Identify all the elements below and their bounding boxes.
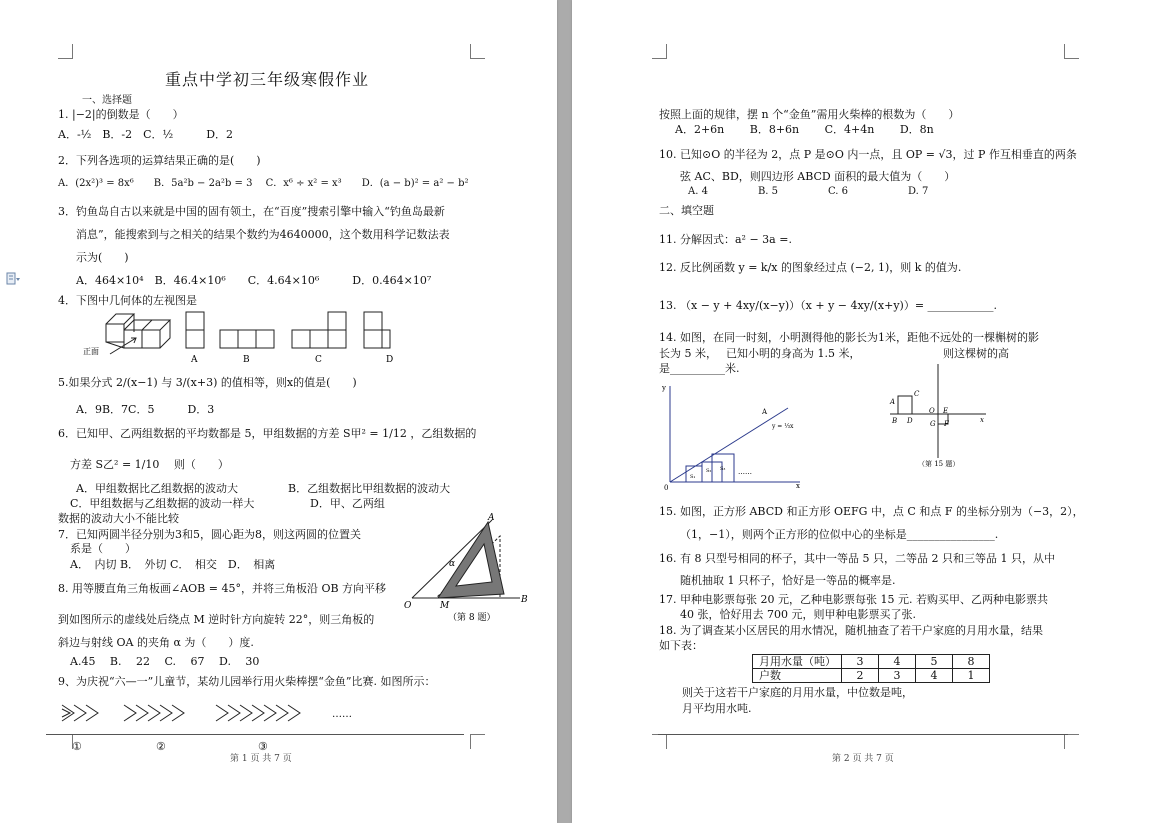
water-usage-table <box>752 654 990 683</box>
option-b-shape <box>220 330 238 348</box>
solid-cube <box>106 324 124 342</box>
question-8-figure <box>400 510 530 622</box>
fish-match <box>216 705 228 721</box>
option-c-shape <box>328 330 346 348</box>
question-5-options: A．9B．7C．5 D．3 <box>76 403 215 416</box>
question-15-line-2: （1，−1），则两个正方形的位似中心的坐标是________________. <box>680 528 999 541</box>
option-b-shape <box>256 330 274 348</box>
table-header-cell: 户数 <box>753 669 842 683</box>
option-a-shape <box>186 312 204 330</box>
question-3-line-2: 消息”，能搜索到与之相关的结果个数约为4640000，这个数用科学记数法表 <box>76 228 450 241</box>
question-3-line-1: 3．钓鱼岛自古以来就是中国的固有领土，在“百度”搜索引擎中输入“钓鱼岛最新 <box>58 205 445 218</box>
solid-cube <box>124 330 142 348</box>
label-s3: S₃ <box>720 466 726 472</box>
question-7-line-1: 7．已知两圆半径分别为3和5，圆心距为8，则这两圆的位置关 <box>58 528 361 541</box>
fish-ellipsis: …… <box>332 709 352 720</box>
question-18-line-4: 月平均用水吨. <box>682 702 752 715</box>
question-16-line-1: 16. 有 8 只型号相同的杯子，其中一等品 5 只，二等品 2 只和三等品 1 只，从中 <box>659 552 1055 565</box>
fig15-x: x <box>980 416 984 424</box>
figure-15 <box>888 360 998 470</box>
fig15-e: E <box>943 407 949 415</box>
fish-label-3: ③ <box>258 740 268 753</box>
question-6-option-a: A．甲组数据比乙组数据的波动大 <box>76 482 238 495</box>
table-cell: 4 <box>879 655 916 669</box>
crop-mark <box>1064 44 1079 59</box>
question-8-line-3: 斜边与射线 OA 的夹角 α 为（ ）度. <box>58 636 254 649</box>
question-15-line-1: 15. 如图，正方形 ABCD 和正方形 OEFG 中，点 C 和点 F 的坐标分别为（−3，2）， <box>659 505 1084 518</box>
fish-match <box>240 705 252 721</box>
question-6-option-d: D．甲、乙两组 <box>310 497 385 510</box>
table-cell: 5 <box>916 655 953 669</box>
question-11: 11. 分解因式：a² − 3a =. <box>659 233 792 246</box>
footer-rule <box>46 734 464 735</box>
question-4-figure <box>80 308 394 365</box>
question-1-options: A．-½ B．-2 C．½ D．2 <box>58 128 234 141</box>
graph-equation: y = ⅓x <box>772 423 794 430</box>
label-s1: S₁ <box>690 474 696 480</box>
question-18-line-1: 18. 为了调查某小区居民的用水情况，随机抽查了若干户家庭的月用水量，结果 <box>659 624 1043 637</box>
fig15-a: A <box>890 398 896 406</box>
fish-match <box>288 705 300 721</box>
option-c-shape <box>310 330 328 348</box>
question-6-option-c: C．甲组数据与乙组数据的波动一样大 <box>70 497 255 510</box>
section-heading: 一、选择题 <box>82 95 132 106</box>
question-12: 12. 反比例函数 y = k/x 的图象经过点 (−2, 1)，则 k 的值为. <box>659 261 962 274</box>
triangle-ruler <box>438 522 504 598</box>
fish-match <box>264 705 276 721</box>
page-footer: 第 1 页 共 7 页 <box>230 754 292 764</box>
fig15-f: F <box>944 420 949 428</box>
fig15-b: B <box>892 417 898 425</box>
question-18-line-3: 则关于这若干户家庭的月用水量，中位数是吨， <box>682 686 913 699</box>
fig15-o: O <box>929 407 935 415</box>
document-icon[interactable] <box>6 272 20 286</box>
graph-x-label: x <box>796 482 800 490</box>
point-a: A <box>488 513 495 523</box>
question-6-line-1: 6．已知甲、乙两组数据的平均数都是 5，甲组数据的方差 S甲² = 1/12 ，乙组数据的 <box>58 427 477 440</box>
square-abcd <box>898 396 912 414</box>
question-7-options: A． 内切 B． 外切 C． 相交 D． 相离 <box>70 558 276 571</box>
question-5: 5.如果分式 2/(x−1) 与 3/(x+3) 的值相等，则x的值是( ) <box>58 376 357 389</box>
question-10-line-1: 10. 已知⊙O 的半径为 2，点 P 是⊙O 内一点，且 OP = √3，过 P 作互相垂直的两条 <box>659 148 1077 161</box>
table-cell: 2 <box>842 669 879 683</box>
question-14-line-1: 14. 如图，在同一时刻，小明测得他的影长为1米，距他不远处的一棵槲树的影 <box>659 331 1039 344</box>
fish-match <box>148 705 160 721</box>
option-d-shape <box>364 312 382 330</box>
crop-mark <box>652 734 667 749</box>
page-2 <box>572 0 1158 823</box>
question-9-options: A．2+6n B．8+6n C．4+4n D．8n <box>675 123 934 136</box>
question-4: 4．下图中几何体的左视图是 <box>58 294 197 307</box>
question-14-line-3: 是__________米. <box>659 362 740 375</box>
page-title: 重点中学初三年级寒假作业 <box>165 70 370 89</box>
table-row <box>753 655 990 669</box>
question-8-options: A.45 B. 22 C. 67 D. 30 <box>70 655 260 668</box>
question-17-line-2: 40 张，恰好用去 700 元，则甲种电影票买了张. <box>680 608 916 621</box>
option-d-shape <box>382 330 390 348</box>
fish-match <box>228 705 240 721</box>
option-a-shape <box>186 330 204 348</box>
question-7-line-2: 系是（ ） <box>70 542 136 555</box>
question-6-line-2: 方差 S乙² = 1/10 则（ ） <box>70 458 229 471</box>
line-y-third-x <box>670 408 788 482</box>
point-b: B <box>521 595 528 605</box>
page-footer: 第 2 页 共 7 页 <box>832 754 894 764</box>
crop-mark <box>470 44 485 59</box>
question-2-options: A．(2x²)³ = 8x⁶ B．5a²b − 2a²b = 3 C．x⁶ ÷ x² = x³ D．(a − b)² = a² − b² <box>58 178 469 189</box>
question-9-cont: 按照上面的规律，摆 n 个“金鱼”需用火柴棒的根数为（ ） <box>659 108 960 121</box>
graph-y-label: y <box>662 384 666 392</box>
fish-match <box>86 705 98 721</box>
question-9-figure <box>60 701 360 731</box>
question-14-line-2: 长为 5 米， 已知小明的身高为 1.5 米， 则这棵树的高 <box>659 347 1009 360</box>
fish-match <box>62 705 74 721</box>
fish-match <box>62 709 70 717</box>
label-s2: S₂ <box>706 468 712 474</box>
solid-edge <box>160 320 170 348</box>
fish-label-2: ② <box>156 740 166 753</box>
option-d-label: D <box>386 355 394 365</box>
question-13: 13. （x − y + 4xy/(x−y)）（x + y − 4xy/(x+y)）= ____________. <box>659 299 998 312</box>
solid-cube <box>142 330 160 348</box>
option-b-label: B <box>243 355 250 365</box>
table-cell: 3 <box>842 655 879 669</box>
crop-mark <box>1064 734 1079 749</box>
point-m: M <box>440 601 450 611</box>
fish-match <box>172 705 184 721</box>
crop-mark <box>652 44 667 59</box>
question-3-line-3: 示为( ) <box>76 251 129 264</box>
option-c-label: C <box>315 355 322 365</box>
question-8-line-2: 到如图所示的虚线处后绕点 M 逆时针方向旋转 22°，则三角板的 <box>58 613 375 626</box>
question-2: 2．下列各选项的运算结果正确的是( ) <box>58 154 261 167</box>
option-a-label: A <box>191 355 198 365</box>
table-cell: 4 <box>916 669 953 683</box>
squares-graph-figure <box>662 382 802 492</box>
page-1 <box>0 0 557 823</box>
option-b-shape <box>238 330 256 348</box>
front-label: 正面 <box>83 347 99 356</box>
fish-match <box>160 705 172 721</box>
front-arrow <box>110 338 136 354</box>
fish-match <box>74 705 86 721</box>
table-cell: 3 <box>879 669 916 683</box>
question-16-line-2: 随机抽取 1 只杯子，恰好是一等品的概率是. <box>680 574 896 587</box>
table-cell: 1 <box>953 669 990 683</box>
option-c-shape <box>292 330 310 348</box>
fish-label-1: ① <box>72 740 82 753</box>
fish-match <box>276 705 288 721</box>
question-9: 9、为庆祝“六—一”儿童节，某幼儿园举行用火柴棒摆“金鱼”比赛. 如图所示： <box>58 675 436 688</box>
table-row <box>753 669 990 683</box>
figure-caption: （第 8 题） <box>448 613 496 623</box>
question-18-line-2: 如下表： <box>659 639 703 652</box>
fig15-c: C <box>914 390 920 398</box>
question-17-line-1: 17. 甲种电影票每张 20 元，乙种电影票每张 15 元. 若购买甲、乙两种电影票共 <box>659 593 1048 606</box>
fig15-g: G <box>930 420 936 428</box>
fig15-d: D <box>907 417 913 425</box>
question-3-options: A．464×10⁴ B．46.4×10⁶ C．4.64×10⁶ D．0.464×10⁷ <box>76 274 432 287</box>
question-10-line-2: 弦 AC、BD，则四边形 ABCD 面积的最大值为（ ） <box>680 170 956 183</box>
fish-match <box>124 705 136 721</box>
solid-edge <box>106 314 134 324</box>
solid-edge <box>152 320 170 330</box>
footer-rule <box>658 734 1068 735</box>
table-header-cell: 月用水量（吨） <box>753 655 842 669</box>
solid-edge <box>124 320 152 330</box>
fish-match <box>136 705 148 721</box>
fig15-caption: （第 15 题） <box>918 460 960 468</box>
section-heading-2: 二、填空题 <box>659 204 714 217</box>
table-cell: 8 <box>953 655 990 669</box>
question-10-options: A. 4 B. 5 C. 6 D. 7 <box>688 186 929 197</box>
question-6-option-b: B．乙组数据比甲组数据的波动大 <box>288 482 451 495</box>
option-d-shape <box>364 330 382 348</box>
graph-origin: 0 <box>664 484 669 492</box>
graph-ellipsis: …… <box>738 468 752 476</box>
graph-point-a: A <box>762 408 768 416</box>
angle-alpha: α <box>449 559 456 569</box>
question-6-option-d-cont: 数据的波动大小不能比较 <box>58 512 179 525</box>
fish-match <box>252 705 264 721</box>
crop-mark <box>58 44 73 59</box>
question-8-line-1: 8. 用等腰直角三角板画∠AOB = 45°，并将三角板沿 OB 方向平移 <box>58 582 387 595</box>
question-1: 1. |−2|的倒数是（ ） <box>58 108 184 121</box>
crop-mark <box>470 734 485 749</box>
point-o: O <box>404 601 412 611</box>
crop-mark <box>58 734 73 749</box>
option-c-shape <box>328 312 346 330</box>
